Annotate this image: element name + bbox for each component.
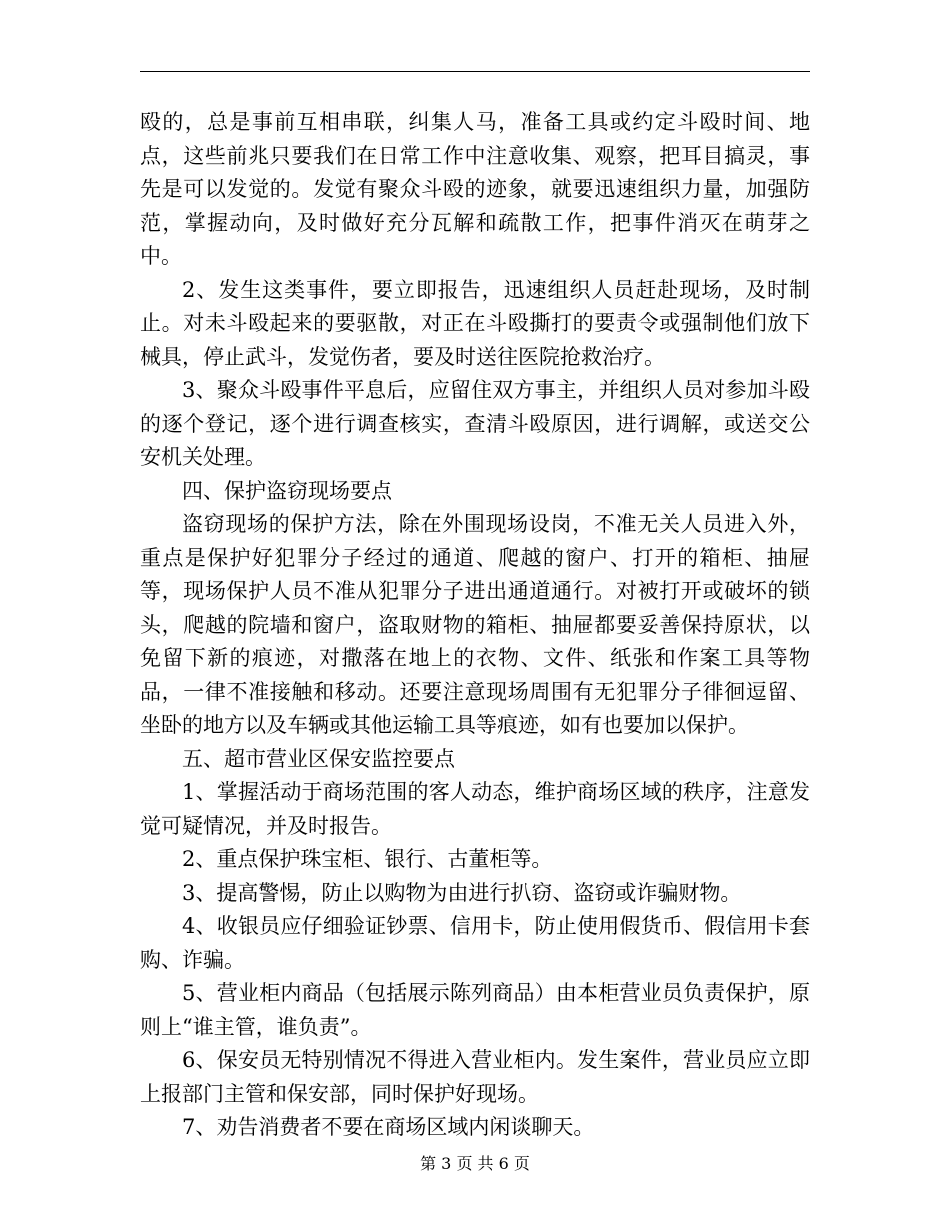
paragraph-point-1: 1、掌握活动于商场范围的客人动态，维护商场区域的秩序，注意发觉可疑情况，并及时报告。 [140, 780, 810, 838]
paragraph-item-3: 3、聚众斗殴事件平息后，应留住双方事主，并组织人员对参加斗殴的逐个登记，逐个进行调查核实，查清斗殴原因，进行调解，或送交公安机关处理。 [140, 378, 810, 469]
page-number: 第 3 页 共 6 页 [420, 1154, 530, 1173]
paragraph-point-5: 5、营业柜内商品（包括展示陈列商品）由本柜营业员负责保护，原则上“谁主管，谁负责”。 [140, 981, 810, 1039]
paragraph-point-3: 3、提高警惕，防止以购物为由进行扒窃、盗窃或诈骗财物。 [182, 880, 742, 905]
paragraph-continuation: 殴的，总是事前互相串联，纠集人马，准备工具或约定斗殴时间、地点，这些前兆只要我们在日常工作中注意收集、观察，把耳目搞灵，事先是可以发觉的。发觉有聚众斗殴的迹象，就要迅速组织力量，加强防范，掌握动向，及时做好充分瓦解和疏散工作，把事件消灭在萌芽之中。 [140, 110, 810, 268]
paragraph-point-2: 2、重点保护珠宝柜、银行、古董柜等。 [182, 847, 553, 871]
paragraph-point-4: 4、收银员应仔细验证钞票、信用卡，防止使用假货币、假信用卡套购、诈骗。 [140, 914, 810, 972]
paragraph-theft-scene: 盗窃现场的保护方法，除在外围现场设岗，不准无关人员进入外，重点是保护好犯罪分子经过的通道、爬越的窗户、打开的箱柜、抽屉等，现场保护人员不准从犯罪分子进出通道通行。对被打开或破坏的锁头，爬越的院墙和窗户，盗取财物的箱柜、抽屉都要妥善保持原状，以免留下新的痕迹，对撒落在地上的衣物、文件、纸张和作案工具等物品，一律不准接触和移动。还要注意现场周围有无犯罪分子徘徊逗留、坐卧的地方以及车辆或其他运输工具等痕迹，如有也要加以保护。 [140, 512, 810, 737]
header-rule [140, 71, 810, 72]
section-heading-5: 五、超市营业区保安监控要点 [182, 746, 455, 771]
paragraph-point-6: 6、保安员无特别情况不得进入营业柜内。发生案件，营业员应立即上报部门主管和保安部，同时保护好现场。 [140, 1048, 810, 1106]
document-body [140, 106, 810, 1145]
paragraph-item-2: 2、发生这类事件，要立即报告，迅速组织人员赶赴现场，及时制止。对未斗殴起来的要驱散，对正在斗殴撕打的要责令或强制他们放下械具，停止武斗，发觉伤者，要及时送往医院抢救治疗。 [140, 277, 810, 369]
paragraph-point-7: 7、劝告消费者不要在商场区域内闲谈聊天。 [182, 1115, 595, 1139]
section-heading-4: 四、保护盗窃现场要点 [182, 478, 392, 503]
